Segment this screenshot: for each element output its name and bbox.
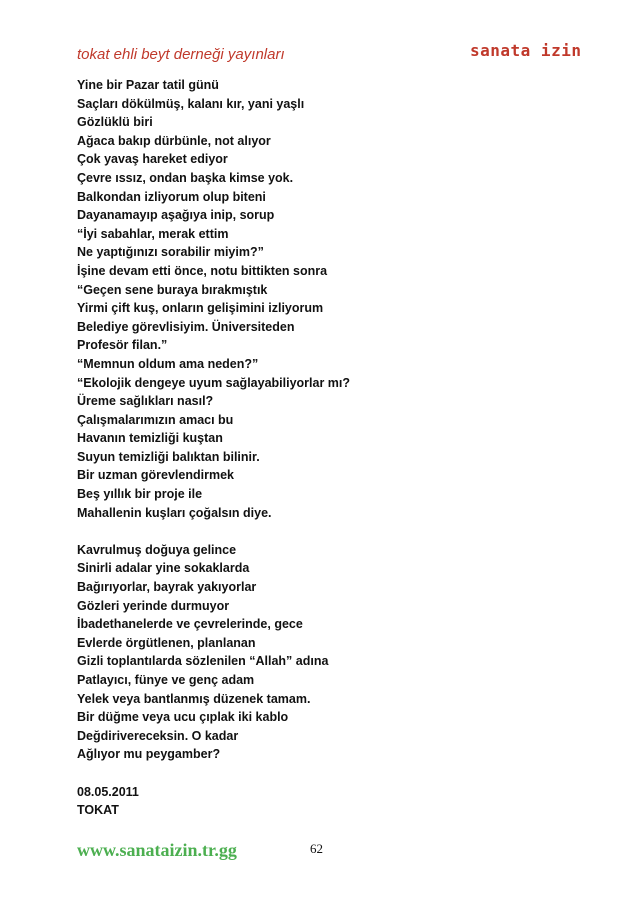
- poem-line: Dayanamayıp aşağıya inip, sorup: [77, 208, 275, 223]
- poem-line: “Geçen sene buraya bırakmıştık: [77, 282, 268, 297]
- poem-stanza-2: [77, 541, 350, 764]
- poem-line: Kavrulmuş doğuya gelince: [77, 542, 237, 557]
- poem-line: Ağaca bakıp dürbünle, not alıyor: [77, 133, 271, 148]
- poem-line: Bir düğme veya ucu çıplak iki kablo: [77, 710, 289, 725]
- poem-line: Çevre ıssız, ondan başka kimse yok.: [77, 170, 294, 185]
- poem-line: “Ekolojik dengeye uyum sağlayabiliyorlar mı?: [77, 375, 351, 390]
- poem-line: Üreme sağlıkları nasıl?: [77, 394, 214, 409]
- poem-line: Havanın temizliği kuştan: [77, 431, 223, 446]
- poem-line: Mahallenin kuşları çoğalsın diye.: [77, 505, 272, 520]
- poem-line: Gözleri yerinde durmuyor: [77, 598, 230, 613]
- poem-line: Ağlıyor mu peygamber?: [77, 747, 221, 762]
- poem-date: 08.05.2011: [77, 784, 139, 799]
- poem-place: TOKAT: [77, 803, 119, 818]
- publisher-header: tokat ehli beyt derneği yayınları: [77, 46, 285, 63]
- poem-line: Bir uzman görevlendirmek: [77, 468, 234, 483]
- poem-line: Evlerde örgütlenen, planlanan: [77, 635, 256, 650]
- poem-line: Belediye görevlisiyim. Üniversiteden: [77, 319, 295, 334]
- poem-line: Profesör filan.”: [77, 338, 168, 353]
- poem-line: Patlayıcı, fünye ve genç adam: [77, 673, 255, 687]
- stanza-spacer: [77, 764, 350, 783]
- poem-body: [77, 76, 350, 820]
- poem-line: Bağırıyorlar, bayrak yakıyorlar: [77, 580, 257, 595]
- poem-line: İbadethanelerde ve çevrelerinde, gece: [77, 617, 303, 632]
- poem-line: Çok yavaş hareket ediyor: [77, 152, 228, 167]
- poem-signature: [77, 783, 350, 820]
- poem-line: Gizli toplantılarda sözlenilen “Allah” adına: [77, 654, 329, 669]
- stanza-spacer: [77, 522, 350, 541]
- poem-line: Beş yıllık bir proje ile: [77, 487, 203, 502]
- poem-line: Yine bir Pazar tatil günü: [77, 78, 219, 92]
- poem-line: Yirmi çift kuş, onların gelişimini izliyorum: [77, 301, 324, 316]
- poem-line: Çalışmalarımızın amacı bu: [77, 412, 234, 427]
- poem-line: Suyun temizliği balıktan bilinir.: [77, 449, 260, 464]
- poem-line: Değdirivereceksin. O kadar: [77, 728, 239, 743]
- poem-line: Balkondan izliyorum olup biteni: [77, 189, 266, 204]
- poem-line: Gözlüklü biri: [77, 115, 153, 130]
- brand-logo-text: sanata izin: [470, 41, 582, 60]
- footer-website-link[interactable]: www.sanataizin.tr.gg: [77, 840, 237, 860]
- poem-line: Sinirli adalar yine sokaklarda: [77, 561, 250, 576]
- page-number: 62: [310, 841, 323, 856]
- poem-stanza-1: [77, 76, 350, 522]
- poem-line: “İyi sabahlar, merak ettim: [77, 226, 229, 241]
- poem-line: Saçları dökülmüş, kalanı kır, yani yaşlı: [77, 96, 305, 111]
- poem-line: Ne yaptığınızı sorabilir miyim?”: [77, 245, 264, 260]
- poem-line: İşine devam etti önce, notu bittikten sonra: [77, 263, 328, 278]
- poem-line: Yelek veya bantlanmış düzenek tamam.: [77, 691, 311, 706]
- poem-line: “Memnun oldum ama neden?”: [77, 356, 259, 371]
